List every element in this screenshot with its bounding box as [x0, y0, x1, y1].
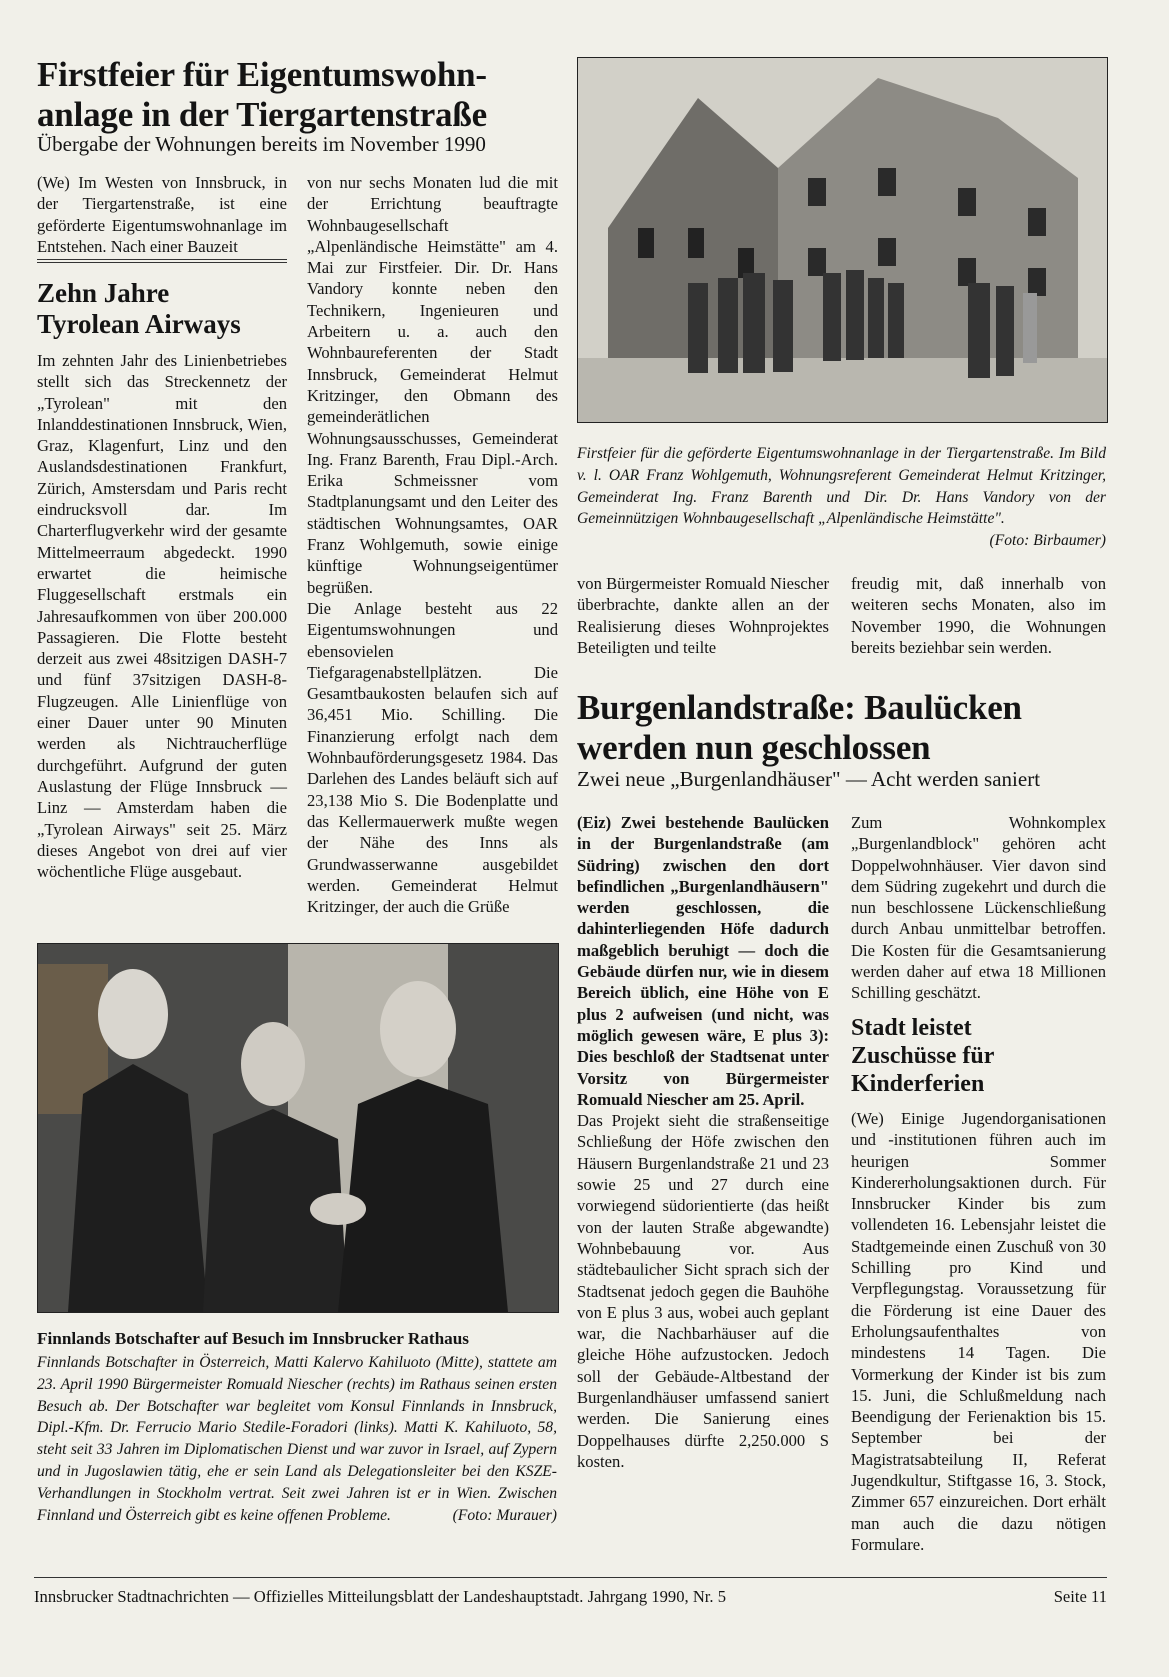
handshake-illustration: [38, 944, 558, 1312]
handshake-photo-credit: (Foto: Murauer): [452, 1506, 557, 1524]
article-firstfeier-cont-col2: freudig mit, daß innerhalb von weiteren sechs Monaten, also im November 1990, die Wohnungen bereits beziehbar sein werden.: [851, 574, 1106, 657]
article-burgenland-col2: Zum Wohnkomplex „Burgenlandblock" gehören acht Doppelwohnhäuser. Vier davon sind dem Südring zugekehrt und durch die nun beschlossene Lückenschließung durch Anbau unmittelbar betroffen. Die Kosten für die Gesamtsanierung werden daher auf etwa 18 Millionen Schilling geschätzt.: [851, 813, 1106, 1003]
article-burgenland-subtitle: Zwei neue „Burgenlandhäuser" — Acht werden saniert: [577, 767, 1041, 791]
article-firstfeier-cont-col1: von Bürgermeister Romuald Niescher überbrachte, dankte allen an der Realisierung dieses Wohnprojektes Beteiligten und teilte: [577, 574, 829, 657]
article-kinderferien-body: (We) Einige Jugendorganisationen und -institutionen führen auch im heurigen Sommer Kindererholungsaktionen durch. Für Innsbrucker Kinder bis zum vollendeten 16. Lebensjahr leistet die Stadtgemeinde einen Zuschuß von 30 Schilling pro Kind und Verpflegungstag. Voraussetzung für die Förderung ist eine Dauer des Erholungsaufenthaltes von mindestens 14 Tagen. Die Vormerkung der Kinder ist bis zum 15. Juni, die Schlußmeldung nach Beendigung der Ferienaktion bis 15. September bei der Magistratsabteilung II, Referat Jugendkultur, Stiftgasse 16, 3. Stock, Zimmer 657 einzureichen. Dort erhält man auch die dazu nötigen Formulare.: [851, 1109, 1106, 1554]
page-number: Seite 11: [1053, 1587, 1107, 1606]
construction-site-photo: [577, 57, 1108, 423]
section-divider: [37, 259, 287, 263]
article-finnland-caption: Finnlands Botschafter in Österreich, Matti Kalervo Kahiluoto (Mitte), stattete am 23. April 1990 Bürgermeister Romuald Niescher (rechts) im Rathaus seinen ersten Besuch ab. Der Botschafter war begleitet vom Konsul Finnlands in Innsbruck, Dipl.-Kfm. Dr. Ferrucio Mario Stedile-Foradori (links). Matti K. Kahiluoto, 58, steht seit 33 Jahren im Diplomatischen Dienst und war zuvor in Israel, auf Zypern und in Jugoslawien tätig, ehe er sein Land als Delegationsleiter bei den KSZE-Verhandlungen in Stockholm vertrat. Seit zwei Jahren ist er in Wien. Zwischen Finnland und Österreich gibt es keine offenen Probleme. (Foto: Murauer): [37, 1352, 557, 1526]
article-finnland-title: Finnlands Botschafter auf Besuch im Innsbrucker Rathaus: [37, 1329, 469, 1348]
footer-publication: Innsbrucker Stadtnachrichten — Offizielles Mitteilungsblatt der Landeshauptstadt. Jahrgang 1990, Nr. 5: [34, 1587, 727, 1606]
article-burgenland-lead: (Eiz) Zwei bestehende Baulücken in der Burgenlandstraße (am Südring) zwischen den dort befindlichen „Burgenlandhäusern" werden geschlossen, die dahinterliegenden Höfe dadurch maßgeblich beruhigt — doch die Gebäude dürfen nur, wie in diesem Bereich üblich, eine Höhe von E plus 2 aufweisen (und nicht, was möglich gewesen wäre, E plus 3): Dies beschloß der Stadtsenat unter Vorsitz von Bürgermeister Romuald Niescher am 25. April.: [577, 813, 829, 1109]
construction-photo-caption: Firstfeier für die geförderte Eigentumswohnanlage in der Tiergartenstraße. Im Bild v. l. OAR Franz Wohlgemuth, Wohnungsreferent Gemeinderat Helmut Kritzinger, Gemeinderat Ing. Franz Barenth und Dir. Dr. Hans Vandory von der Gemeinnützigen Wohnbaugesellschaft „Alpenländische Heimstätte". (Foto: Birbaumer): [577, 443, 1106, 552]
article-burgenland-body1: Das Projekt sieht die straßenseitige Schließung der Höfe zwischen den Häusern Burgenlandstraße 21 und 23 sowie 25 und 27 durch eine vorwiegend südorientierte (das heißt von der lauten Straße abgewandte) Wohnbebauung vor. Aus städtebaulicher Sicht sprach sich der Stadtsenat jedoch gegen die Bauhöhe von E plus 3 aus, wobei auch geplant war, die Nachbarhäuser auf die gleiche Höhe aufzustocken. Jedoch soll der Gebäude-Altbestand der Burgenlandhäuser umfassend saniert werden. Die Sanierung eines Doppelhauses dürfte 2,250.000 S kosten.: [577, 1111, 829, 1471]
article-kinderferien-title: Stadt leistet Zuschüsse für Kinderferien: [851, 1015, 995, 1097]
handshake-photo: [37, 943, 559, 1313]
article-firstfeier-col1: (We) Im Westen von Innsbruck, in der Tiergartenstraße, ist eine geförderte Eigentumswohnanlage im Entstehen. Nach einer Bauzeit: [37, 173, 287, 256]
article-tyrolean-body: Im zehnten Jahr des Linienbetriebes stellt sich das Streckennetz der „Tyrolean" mit den Inlanddestinationen Innsbruck, Wien, Graz, Klagenfurt, Linz und den Auslandsdestinationen Frankfurt, Zürich, Amstersdam und Paris recht eindrucksvoll dar. Im Charterflugverkehr wird der gesamte Mittelmeerraum abgedeckt. 1990 erwartet die heimische Fluggesellschaft erstmals ein Jahresaufkommen von über 200.000 Passagieren. Die Flotte besteht derzeit aus zwei 48sitzigen DASH-7 und fünf 37sitzigen DASH-8-Flugzeugen. Alle Linienflüge von einer Dauer unter 90 Minuten werden als Nichtraucherflüge durchgeführt. Aufgrund der guten Auslastung der Flüge Innsbruck — Linz — Amsterdam haben die „Tyrolean Airways" seit 25. März dieses Angebot von drei auf vier wöchentliche Flüge ausgebaut.: [37, 351, 287, 882]
construction-photo-credit: (Foto: Birbaumer): [989, 532, 1106, 550]
page-footer: [34, 1587, 1107, 1607]
footer-rule: [34, 1577, 1107, 1578]
article-firstfeier-subtitle: Übergabe der Wohnungen bereits im November 1990: [37, 132, 486, 156]
article-burgenland-title: Burgenlandstraße: Baulücken werden nun geschlossen: [577, 688, 1022, 767]
article-burgenland-col1: [577, 812, 829, 1472]
construction-site-illustration: [578, 58, 1107, 422]
article-tyrolean-title: Zehn Jahre Tyrolean Airways: [37, 278, 241, 339]
article-firstfeier-col2: von nur sechs Monaten lud die mit der Errichtung beauftragte Wohnbaugesellschaft „Alpenländische Heimstätte" am 4. Mai zur Firstfeier. Dir. Dr. Hans Vandory konnte neben den Technikern, Ingenieuren und Arbeitern u. a. auch den Wohnbaureferenten der Stadt Innsbruck, Gemeinderat Helmut Kritzinger, den Obmann des gemeinderätlichen Wohnungsausschusses, Gemeinderat Ing. Franz Barenth, Frau Dipl.-Arch. Erika Schmeissner vom Stadtplanungsamt und den Leiter des städtischen Wohnungsamtes, OAR Franz Wohlgemuth, sowie einige künftige Wohnungseigentümer begrüßen. Die Anlage besteht aus 22 Eigentumswohnungen und ebensovielen Tiefgaragenabstellplätzen. Die Gesamtbaukosten belaufen sich auf 36,451 Mio. Schilling. Die Finanzierung erfolgt nach dem Wohnbauförderungsgesetz 1984. Das Darlehen des Landes beläuft sich auf 23,138 Mio S. Die Bodenplatte und das Kellermauerwerk mußte wegen der Nähe des Inns als Grundwasserwanne ausgebildet werden. Gemeinderat Helmut Kritzinger, der auch die Grüße: [307, 173, 558, 917]
article-firstfeier-title: Firstfeier für Eigentumswohn- anlage in der Tiergartenstraße: [37, 55, 487, 134]
